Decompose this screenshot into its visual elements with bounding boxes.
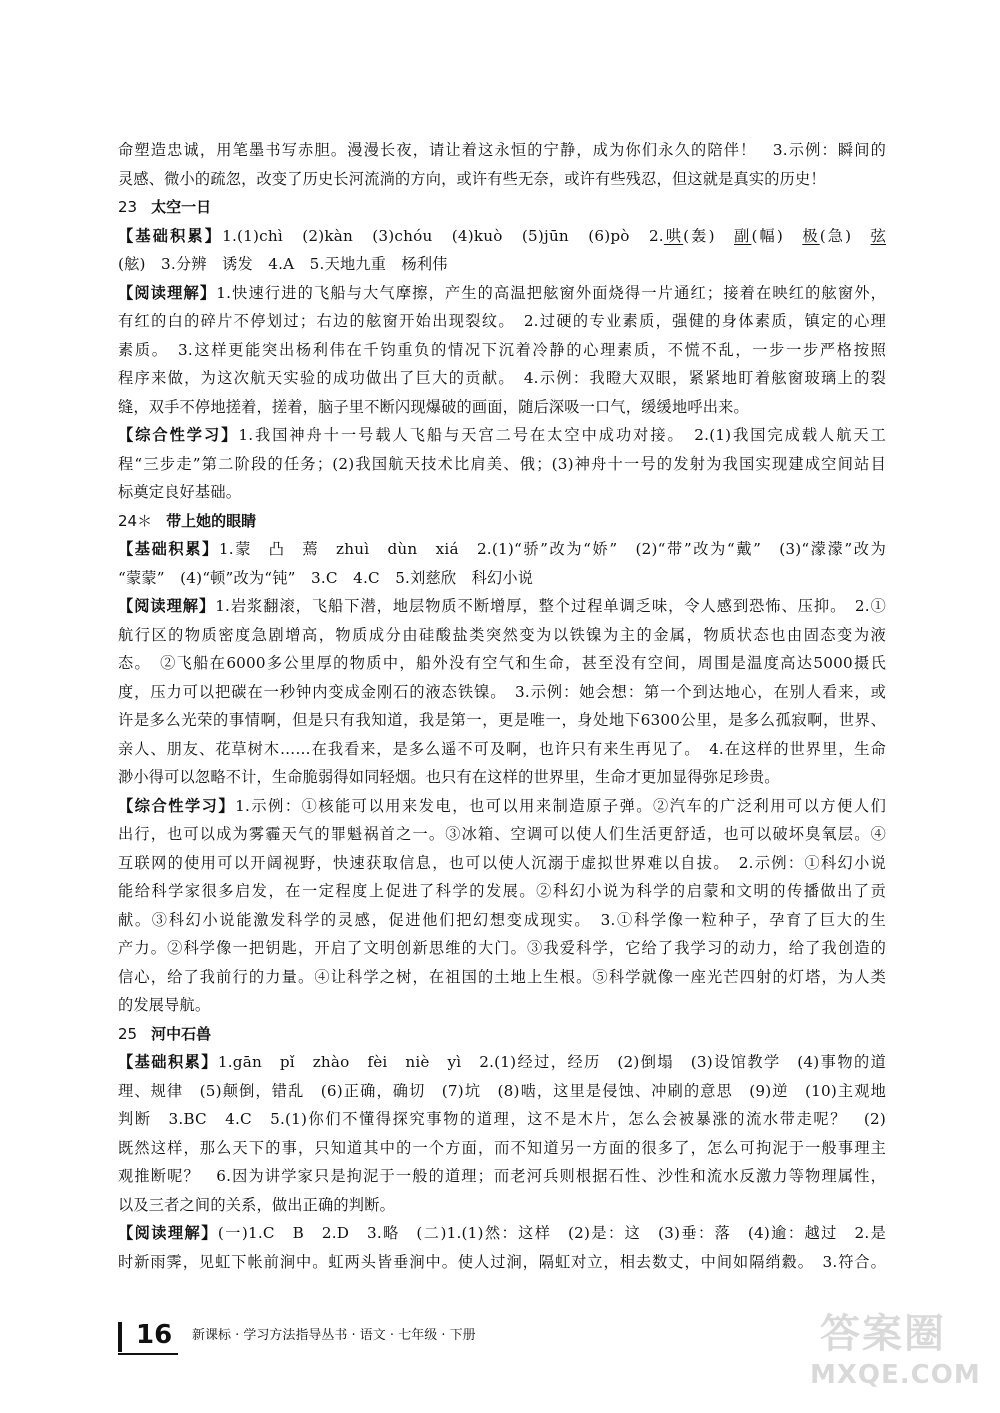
text-line: 态。 ②飞船在6000多公里厚的物质中，船外没有空气和生命，甚至没有空间，周围是温度高达5000摄氏 bbox=[118, 654, 886, 672]
section-label: 【基础积累】 bbox=[118, 226, 223, 245]
text-span: 1.(1)chì (2)kàn (3)chóu (4)kuò (5)jūn (6)pò 2. bbox=[222, 226, 664, 245]
lesson-title: 太空一日 bbox=[151, 198, 212, 216]
text-line bbox=[118, 1219, 886, 1248]
text-line: 观推断呢？ 6.因为讲学家只是拘泥于一般的道理；而老河兵则根据石性、沙性和流水反激力等物理属性， bbox=[118, 1167, 886, 1185]
text-line: 灵感、微小的疏忽，改变了历史长河流淌的方向，或许有些无奈，或许有些残忍，但这就是真实的历史！ bbox=[118, 169, 826, 188]
text-span: 1.gān pǐ zhào fèi niè yì 2.(1)经过，经历 (2)倒塌 (3)设馆教学 (4)事物的道 bbox=[217, 1053, 887, 1071]
text-line: 许是多么光荣的事情啊，但是只有我知道，我是第一，更是唯一，身处地下6300公里，是多么孤寂啊，世界、 bbox=[118, 711, 886, 729]
text-line: 缝，双手不停地搓着，搓着，脑子里不断闪现爆破的画面，随后深吸一口气，缓缓地呼出来。 bbox=[118, 397, 749, 416]
text-line: 度，压力可以把碳在一秒钟内变成金刚石的液态铁镍。 3.示例：她会想：第一个到达地心，在别人看来，或 bbox=[118, 682, 886, 701]
text-span: 1.岩浆翻滚，飞船下潜，地层物质不断增厚，整个过程单调乏味，令人感到恐怖、压抑。 2.① bbox=[215, 597, 887, 615]
text-line bbox=[118, 421, 886, 450]
section-label: 【阅读理解】 bbox=[118, 597, 216, 615]
text-span: (一)1.C B 2.D 3.略 (二)1.(1)然：这样 (2)是：这 (3)垂：落 (4)逾：越过 2.是 bbox=[217, 1224, 886, 1242]
text-line: 程序来做，为这次航天实验的成功做出了巨大的贡献。 4.示例：我瞪大双眼，紧紧地盯着舷窗玻璃上的裂 bbox=[118, 369, 886, 387]
text-span: 1.我国神舟十一号载人飞船与天宫二号在太空中成功对接。 2.(1)我国完成载人航天工 bbox=[238, 426, 887, 444]
lesson-number: 25 bbox=[118, 1024, 138, 1043]
answer-page bbox=[118, 136, 886, 1276]
text-line: 互联网的使用可以开阔视野，快速获取信息，也可以使人沉溺于虚拟世界难以自拔。 2.示例：①科幻小说 bbox=[118, 853, 886, 872]
text-line: 标奠定良好基础。 bbox=[118, 483, 242, 501]
text-line: 出行，也可以成为雾霾天气的罪魁祸首之一。③冰箱、空调可以使人们生活更舒适，也可以破坏臭氧层。④ bbox=[118, 825, 886, 843]
text-line bbox=[118, 792, 886, 821]
watermark-url: MXQE.COM bbox=[810, 1360, 981, 1390]
page-number: 16 bbox=[136, 1320, 173, 1350]
text-line: 时新雨霁，见虹下帐前涧中。虹两头皆垂涧中。使人过涧，隔虹对立，相去数丈，中间如隔绡縠。 3.符合。 bbox=[118, 1252, 886, 1271]
footer-rule bbox=[118, 1353, 178, 1355]
lesson-number: 23 bbox=[118, 198, 138, 216]
text-span: (轰) bbox=[683, 226, 735, 245]
text-line bbox=[118, 222, 886, 251]
footer-bar bbox=[118, 1322, 122, 1352]
underlined-word: 哄 bbox=[663, 226, 684, 245]
text-line: 能给科学家很多启发，在一定程度上促进了科学的发展。②科幻小说为科学的启蒙和文明的传播做出了贡 bbox=[118, 882, 886, 900]
text-line: 程“三步走”第二阶段的任务；(2)我国航天技术比肩美、俄；(3)神舟十一号的发射为我国实现建成空间站目 bbox=[118, 454, 886, 473]
underlined-word: 极 bbox=[802, 226, 820, 245]
text-span: 1.示例：①核能可以用来发电，也可以用来制造原子弹。②汽车的广泛利用可以方便人们 bbox=[235, 796, 886, 815]
book-series: 新课标 · 学习方法指导丛书 · 语文 · 七年级 · 下册 bbox=[192, 1328, 476, 1343]
underlined-word: 副 bbox=[734, 226, 752, 245]
section-label: 【阅读理解】 bbox=[118, 1224, 218, 1242]
text-line: 航行区的物质密度急剧增高，物质成分由硅酸盐类突然变为以铁镍为主的金属，物质状态也由固态变为液 bbox=[118, 625, 886, 644]
lesson-title: 河中石兽 bbox=[151, 1024, 212, 1043]
lesson-heading bbox=[118, 1020, 886, 1049]
section-label: 【综合性学习】 bbox=[118, 426, 239, 444]
text-line: 产力。②科学像一把钥匙，开启了文明创新思维的大门。③我爱科学，它给了我学习的动力，给了我创造的 bbox=[118, 939, 886, 957]
text-line: 献。③科幻小说能激发科学的灵感，促进他们把幻想变成现实。 3.①科学像一粒种子，孕育了巨大的生 bbox=[118, 910, 886, 929]
watermark bbox=[800, 1302, 980, 1402]
text-span: 1.快速行进的飞船与大气摩擦，产生的高温把舷窗外面烧得一片通红；接着在映红的舷窗外， bbox=[216, 283, 886, 302]
text-line: 命塑造忠诚，用笔墨书写赤胆。漫漫长夜，请让着这永恒的宁静，成为你们永久的陪伴！ 3.示例：瞬间的 bbox=[118, 141, 886, 159]
text-line bbox=[118, 1048, 886, 1077]
text-span: (幅) bbox=[751, 226, 803, 245]
lesson-heading bbox=[118, 193, 886, 222]
lesson-heading bbox=[118, 507, 886, 536]
underlined-word: 弦 bbox=[870, 226, 886, 245]
text-line: 以及三者之间的关系，做出正确的判断。 bbox=[118, 1195, 395, 1214]
text-line: 信心，给了我前行的力量。④让科学之树，在祖国的土地上生根。⑤科学就像一座光芒四射的灯塔，为人类 bbox=[118, 967, 886, 986]
text-line: 理、规律 (5)颠倒，错乱 (6)正确，确切 (7)坑 (8)啮，这里是侵蚀、冲刷的意思 (9)逆 (10)主观地 bbox=[118, 1081, 886, 1100]
section-label: 【基础积累】 bbox=[118, 1053, 218, 1071]
section-label: 【综合性学习】 bbox=[118, 796, 236, 815]
section-label: 【阅读理解】 bbox=[118, 283, 217, 302]
text-line: 素质。 3.这样更能突出杨利伟在千钧重负的情况下沉着冷静的心理素质，不慌不乱，一步一步严格按照 bbox=[118, 340, 886, 359]
text-line bbox=[118, 279, 886, 308]
text-line: 亲人、朋友、花草树木……在我看来，是多么遥不可及啊，也许只有来生再见了。 4.在这样的世界里，生命 bbox=[118, 739, 886, 758]
text-line bbox=[118, 535, 886, 564]
text-line: 判断 3.BC 4.C 5.(1)你们不懂得探究事物的道理，这不是木片，怎么会被暴涨的流水带走呢？ (2) bbox=[118, 1110, 886, 1128]
text-line: “蒙蒙” (4)“顿”改为“钝” 3.C 4.C 5.刘慈欣 科幻小说 bbox=[118, 568, 534, 587]
text-line: 既然这样，那么天下的事，只知道其中的一个方面，而不知道另一方面的很多了，怎么可拘泥于一般事理主 bbox=[118, 1138, 886, 1157]
section-label: 【基础积累】 bbox=[118, 540, 219, 558]
text-line: (舷) 3.分辨 诱发 4.A 5.天地九重 杨利伟 bbox=[118, 255, 448, 273]
lesson-title: 带上她的眼睛 bbox=[166, 511, 257, 530]
text-span: 1.蒙 凸 蔫 zhuì dùn xiá 2.(1)“骄”改为“娇” (2)“带”改为“戴” (3)“濛濛”改为 bbox=[218, 540, 886, 558]
watermark-logo: 答案圈 bbox=[820, 1311, 946, 1357]
text-line bbox=[118, 592, 886, 621]
text-line: 的发展导航。 bbox=[118, 996, 211, 1014]
lesson-number: 24＊ bbox=[118, 511, 153, 530]
text-line: 有红的白的碎片不停划过；右边的舷窗开始出现裂纹。 2.过硬的专业素质，强健的身体素质，镇定的心理 bbox=[118, 312, 886, 330]
text-line: 渺小得可以忽略不计，生命脆弱得如同轻烟。也只有在这样的世界里，生命才更加显得弥足珍贵。 bbox=[118, 768, 780, 786]
text-span: (急) bbox=[819, 226, 871, 245]
